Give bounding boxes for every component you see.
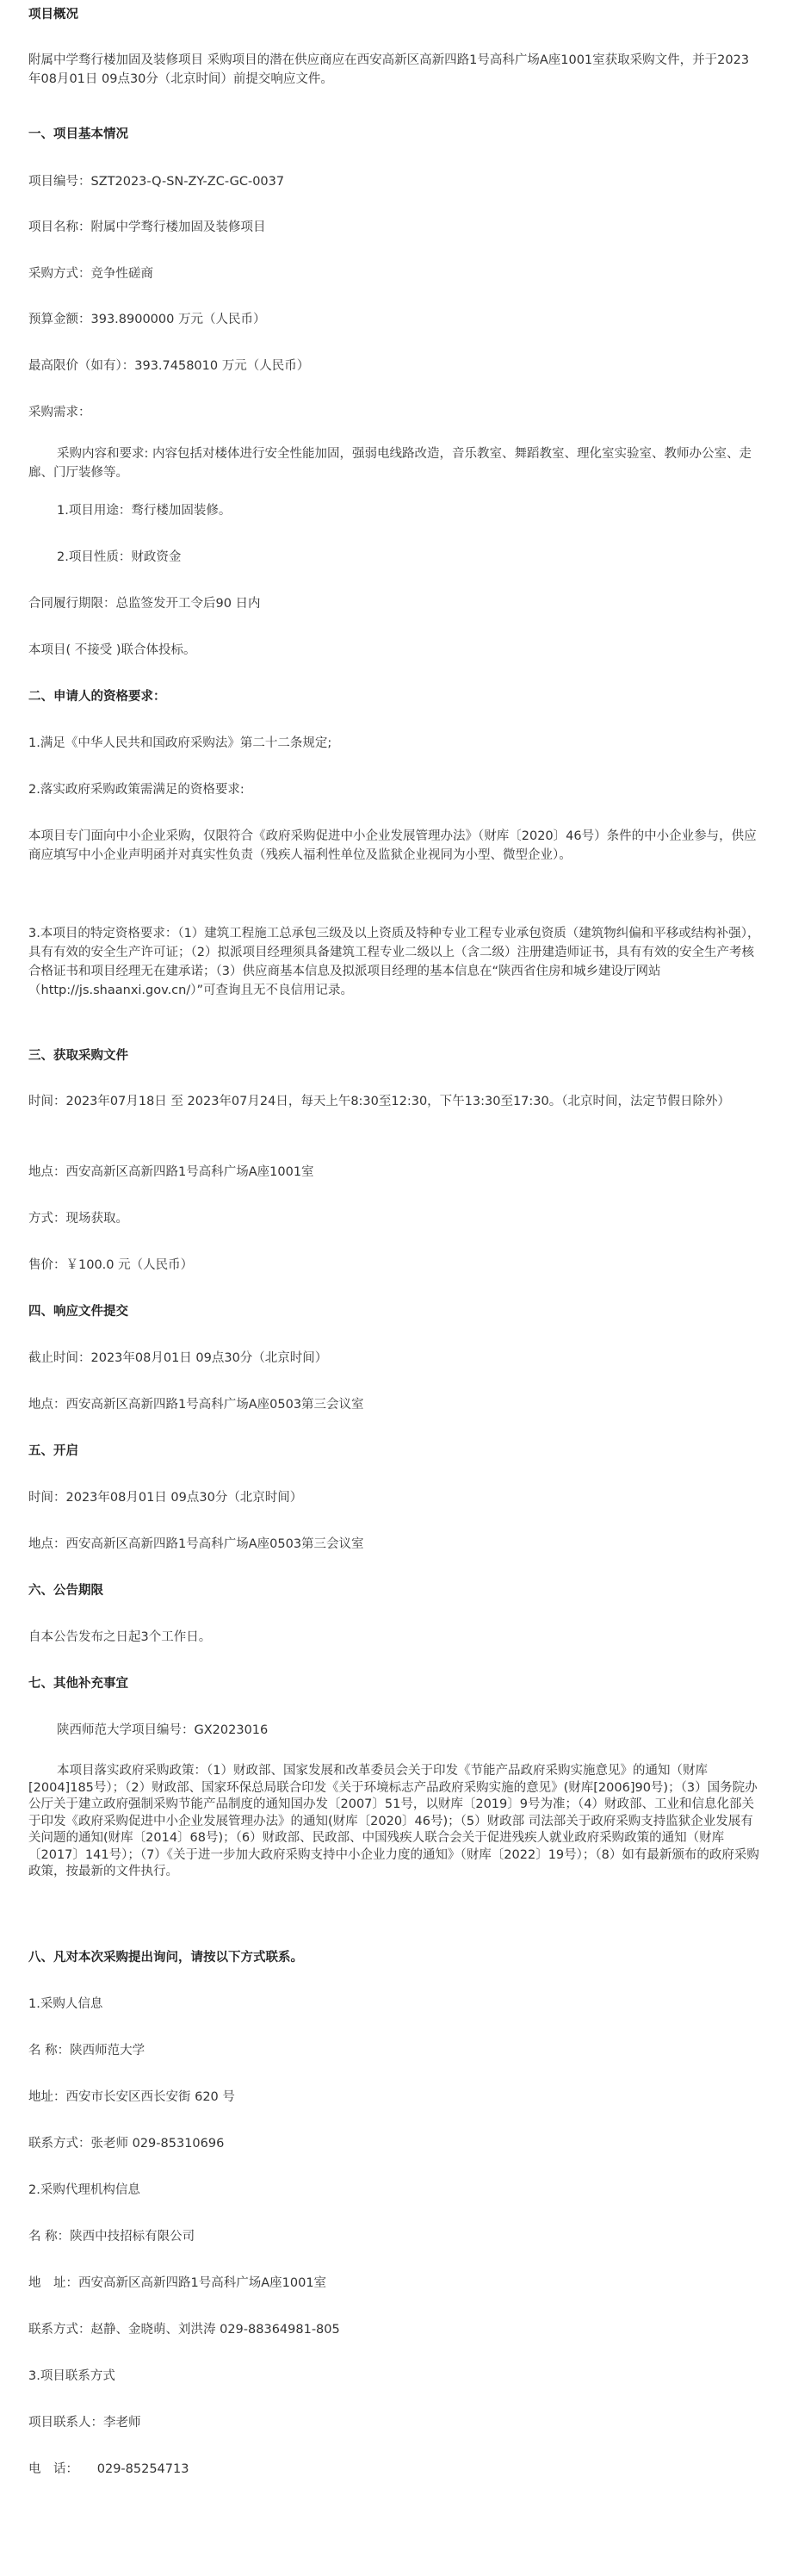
needs-label: 采购需求：: [28, 406, 91, 419]
notice-period: 自本公告发布之日起3个工作日。: [28, 1630, 212, 1644]
document-time: 时间：2023年07月18日 至 2023年07月24日，每天上午8:30至12:30，下午13:30至17:30。（北京时间，法定节假日除外）: [28, 1095, 730, 1108]
contract-period: 合同履行期限：总监签发开工令后90 日内: [28, 597, 261, 611]
section-6-title: 六、公告期限: [28, 1584, 103, 1598]
section-5-title: 五、开启: [28, 1444, 78, 1458]
procurement-method: 采购方式：竞争性磋商: [28, 267, 153, 281]
agency-name: 名 称：陕西中技招标有限公司: [28, 2230, 195, 2244]
project-use: 1.项目用途：骛行楼加固装修。: [57, 504, 232, 518]
supplement-project-number: 陕西师范大学项目编号：GX2023016: [57, 1723, 269, 1737]
max-price: 最高限价（如有）：393.7458010 万元（人民币）: [28, 359, 310, 373]
section-7-title: 七、其他补充事宜: [28, 1677, 128, 1691]
qualification-item-3: 3.本项目的特定资格要求：（1）建筑工程施工总承包三级及以上资质及特种专业工程专业承包资质（建筑物纠偏和平移或结构补强），具有有效的安全生产许可证；（2）拟派项目经理须具备建筑工程专业二级以上（含二级）注册建造师证书，具有有效的安全生产考核合格证书和项目经理无在建承诺；（3）供应商基本信息及拟派项目经理的基本信息在“陕西省住房和城乡建设厅网站（http://js.shaanxi.gov.cn/）”可查询且无不良信用记录。: [28, 927, 760, 997]
opening-time: 时间：2023年08月01日 09点30分（北京时间）: [28, 1491, 303, 1505]
document-place: 地点：西安高新区高新四路1号高科广场A座1001室: [28, 1165, 314, 1179]
document-price: 售价：￥100.0 元（人民币）: [28, 1258, 194, 1272]
purchaser-address: 地址：西安市长安区西长安街 620 号: [28, 2090, 235, 2104]
qualification-item-2: 2.落实政府采购政策需满足的资格要求:: [28, 783, 244, 797]
section-3-title: 三、获取采购文件: [28, 1049, 128, 1063]
project-contact-phone: 电 话： 029-85254713: [28, 2462, 189, 2476]
purchaser-name: 名 称：陕西师范大学: [28, 2044, 145, 2058]
submission-place: 地点：西安高新区高新四路1号高科广场A座0503第三会议室: [28, 1398, 364, 1412]
section-1-title: 一、项目基本情况: [28, 127, 128, 141]
purchaser-contact: 联系方式：张老师 029-85310696: [28, 2137, 225, 2151]
opening-place: 地点：西安高新区高新四路1号高科广场A座0503第三会议室: [28, 1537, 364, 1551]
project-name: 项目名称：附属中学骛行楼加固及装修项目: [28, 220, 266, 234]
submission-deadline: 截止时间：2023年08月01日 09点30分（北京时间）: [28, 1351, 328, 1365]
project-contact-person: 项目联系人：李老师: [28, 2416, 141, 2430]
consortium-note: 本项目( 不接受 )联合体投标。: [28, 643, 196, 657]
qualification-item-1: 1.满足《中华人民共和国政府采购法》第二十二条规定;: [28, 736, 332, 750]
overview-title: 项目概况: [28, 8, 78, 22]
project-nature: 2.项目性质：财政资金: [57, 550, 182, 564]
procurement-policy: 本项目落实政府采购政策：（1）财政部、国家发展和改革委员会关于印发《节能产品政府采购实施意见》的通知（财库[2004]185号）；（2）财政部、国家环保总局联合印发《关于环境标志产品政府采购实施的意见》(财库[2006]90号)；（3）国务院办公厅关于建立政府强制采购节能产品制度的通知国办发〔2007〕51号，以财库〔2019〕9号为准；（4）财政部、工业和信息化部关于印发《政府采购促进中小企业发展管理办法》的通知(财库〔2020〕46号)；（5）财政部 司法部关于政府采购支持监狱企业发展有关问题的通知(财库〔2014〕68号)；（6）财政部、民政部、中国残疾人联合会关于促进残疾人就业政府采购政策的通知（财库〔2017〕141号）；（7）《关于进一步加大政府采购支持中小企业力度的通知》（财库〔2022〕19号）；（8）如有最新颁布的政府采购政策，按最新的文件执行。: [28, 1764, 759, 1878]
section-8-title: 八、凡对本次采购提出询问，请按以下方式联系。: [28, 1951, 303, 1965]
agency-address: 地 址：西安高新区高新四路1号高科广场A座1001室: [28, 2276, 327, 2290]
section-2-title: 二、申请人的资格要求：: [28, 690, 166, 704]
qualification-item-2-content: 本项目专门面向中小企业采购，仅限符合《政府采购促进中小企业发展管理办法》（财库〔2020〕46号）条件的中小企业参与，供应商应填写中小企业声明函并对真实性负责（残疾人福利性单位及监狱企业视同为小型、微型企业）。: [28, 829, 757, 862]
purchaser-info-label: 1.采购人信息: [28, 1997, 103, 2011]
document-way: 方式：现场获取。: [28, 1212, 128, 1226]
agency-contact: 联系方式：赵静、金晓萌、刘洪涛 029-88364981-805: [28, 2323, 340, 2337]
project-number: 项目编号：SZT2023-Q-SN-ZY-ZC-GC-0037: [28, 175, 285, 189]
needs-content: 采购内容和要求: 内容包括对楼体进行安全性能加固，强弱电线路改造，音乐教室、舞蹈教室、理化室实验室、教师办公室、走廊、门厅装修等。: [28, 447, 752, 480]
agency-info-label: 2.采购代理机构信息: [28, 2183, 140, 2197]
section-4-title: 四、响应文件提交: [28, 1305, 128, 1319]
project-contact-label: 3.项目联系方式: [28, 2369, 115, 2383]
budget-amount: 预算金额：393.8900000 万元（人民币）: [28, 313, 266, 326]
overview-text: 附属中学骛行楼加固及装修项目 采购项目的潜在供应商应在西安高新区高新四路1号高科广场A座1001室获取采购文件，并于2023年08月01日 09点30分（北京时间）前提交响应文件。: [28, 53, 750, 86]
